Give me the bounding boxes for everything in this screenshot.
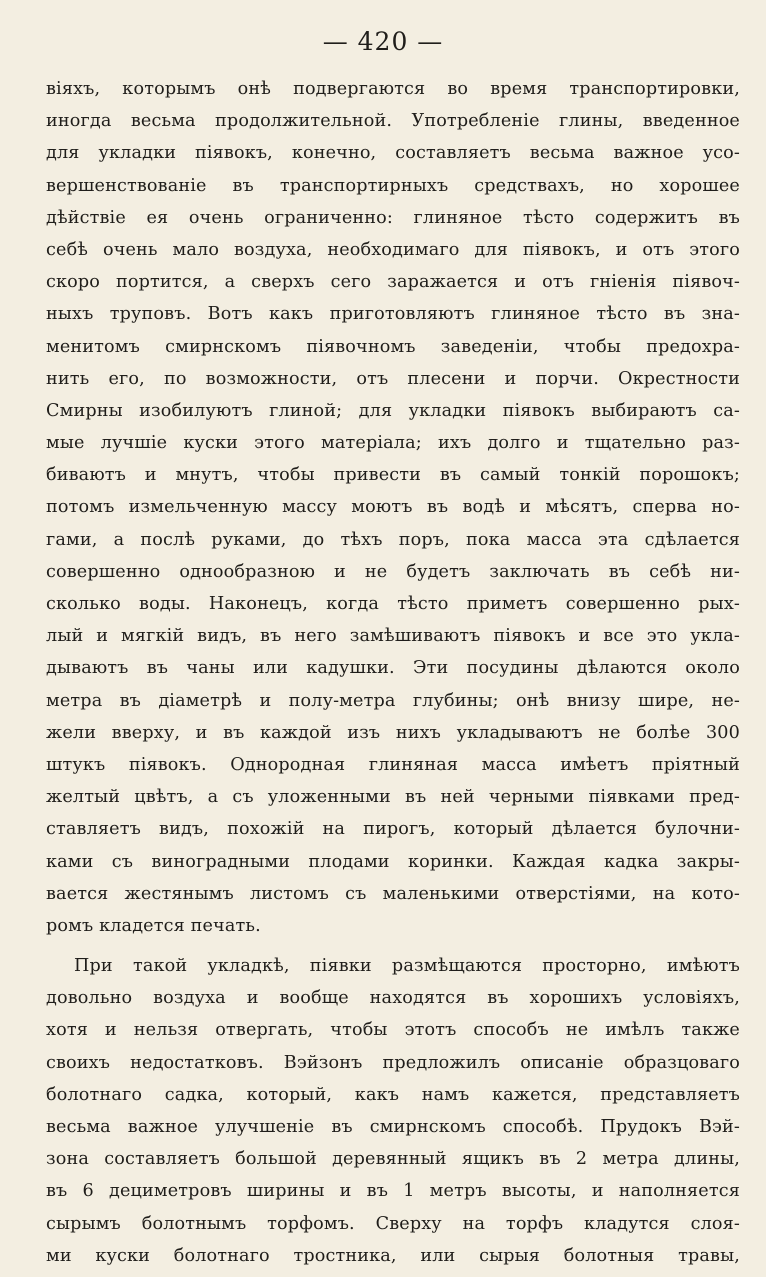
text-line: менитомъ смирнскомъ піявочномъ заведеніи, чтобы предохра- bbox=[46, 336, 740, 357]
text-line: болотнаго садка, который, какъ намъ кажется, представляетъ bbox=[46, 1084, 740, 1105]
text-line: штукъ піявокъ. Однородная глиняная масса имѣетъ пріятный bbox=[46, 754, 740, 775]
text-line: въ 6 дециметровъ ширины и въ 1 метръ высоты, и наполняется bbox=[46, 1181, 740, 1202]
page-number: — 420 — bbox=[322, 27, 444, 56]
paragraph-2 bbox=[46, 950, 740, 1272]
text-line: ныхъ труповъ. Вотъ какъ приготовляютъ глиняное тѣсто въ зна- bbox=[46, 304, 740, 325]
text-line: весьма важное улучшеніе въ смирнскомъ способѣ. Прудокъ Вэй- bbox=[46, 1117, 740, 1137]
text-line: желтый цвѣтъ, а съ уложенными въ ней черными піявками пред- bbox=[46, 787, 740, 808]
text-line: дѣйствіе ея очень ограниченно: глиняное тѣсто содержитъ въ bbox=[46, 207, 740, 228]
text-line: довольно воздуха и вообще находятся въ хорошихъ условіяхъ, bbox=[46, 988, 740, 1009]
text-line: скоро портится, а сверхъ сего заражается и отъ гніенія піявоч- bbox=[46, 272, 740, 293]
text-line: дываютъ въ чаны или кадушки. Эти посудины дѣлаются около bbox=[46, 658, 740, 679]
text-line: хотя и нельзя отвергать, чтобы этотъ способъ не имѣлъ также bbox=[46, 1020, 740, 1041]
text-line: метра въ діаметрѣ и полу-метра глубины; онѣ внизу шире, не- bbox=[46, 690, 740, 711]
text-line: При такой укладкѣ, піявки размѣщаются просторно, имѣютъ bbox=[74, 956, 740, 977]
text-line: биваютъ и мнутъ, чтобы привести въ самый тонкій порошокъ; bbox=[46, 465, 740, 486]
text-line: совершенно однообразною и не будетъ заключать въ себѣ ни- bbox=[46, 561, 740, 582]
text-line: лый и мягкій видъ, въ него замѣшиваютъ піявокъ и все это укла- bbox=[46, 626, 740, 647]
text-line: зона составляетъ большой деревянный ящикъ въ 2 метра длины, bbox=[46, 1149, 740, 1170]
text-line: себѣ очень мало воздуха, необходимаго для піявокъ, и отъ этого bbox=[46, 239, 740, 260]
text-line: Смирны изобилуютъ глиной; для укладки піявокъ выбираютъ са- bbox=[46, 400, 740, 421]
text-line: мые лучшіе куски этого матеріала; ихъ долго и тщательно раз- bbox=[46, 433, 740, 454]
text-line: для укладки піявокъ, конечно, составляетъ весьма важное усо- bbox=[46, 143, 740, 164]
text-line: ромъ кладется печать. bbox=[46, 915, 261, 936]
text-line: вершенствованіе въ транспортирныхъ средствахъ, но хорошее bbox=[46, 175, 740, 196]
body-text bbox=[46, 73, 740, 1272]
text-line: иногда весьма продолжительной. Употребленіе глины, введенное bbox=[46, 111, 740, 132]
text-line: ставляетъ видъ, похожій на пирогъ, который дѣлается булочни- bbox=[46, 819, 740, 840]
text-line: ми куски болотнаго тростника, или сырыя болотныя травы, bbox=[46, 1245, 740, 1266]
text-line: сколько воды. Наконецъ, когда тѣсто приметъ совершенно рых- bbox=[46, 594, 740, 614]
text-line: віяхъ, которымъ онѣ подвергаются во время транспортировки, bbox=[46, 79, 740, 99]
text-line: вается жестянымъ листомъ съ маленькими отверстіями, на кото- bbox=[46, 883, 740, 904]
text-line: нить его, по возможности, отъ плесени и порчи. Окрестности bbox=[46, 368, 740, 389]
text-line: гами, а послѣ руками, до тѣхъ поръ, пока масса эта сдѣлается bbox=[46, 529, 740, 550]
text-line: своихъ недостатковъ. Вэйзонъ предложилъ описаніе образцоваго bbox=[46, 1052, 740, 1073]
text-line: сырымъ болотнымъ торфомъ. Сверху на торфъ кладутся слоя- bbox=[46, 1213, 740, 1234]
paragraph-1 bbox=[46, 73, 740, 942]
paragraph-gap bbox=[46, 942, 740, 950]
text-line: потомъ измельченную массу моютъ въ водѣ и мѣсятъ, сперва но- bbox=[46, 497, 740, 518]
text-line: ками съ виноградными плодами коринки. Каждая кадка закры- bbox=[46, 851, 740, 872]
text-line: жели вверху, и въ каждой изъ нихъ укладываютъ не болѣе 300 bbox=[46, 722, 740, 743]
